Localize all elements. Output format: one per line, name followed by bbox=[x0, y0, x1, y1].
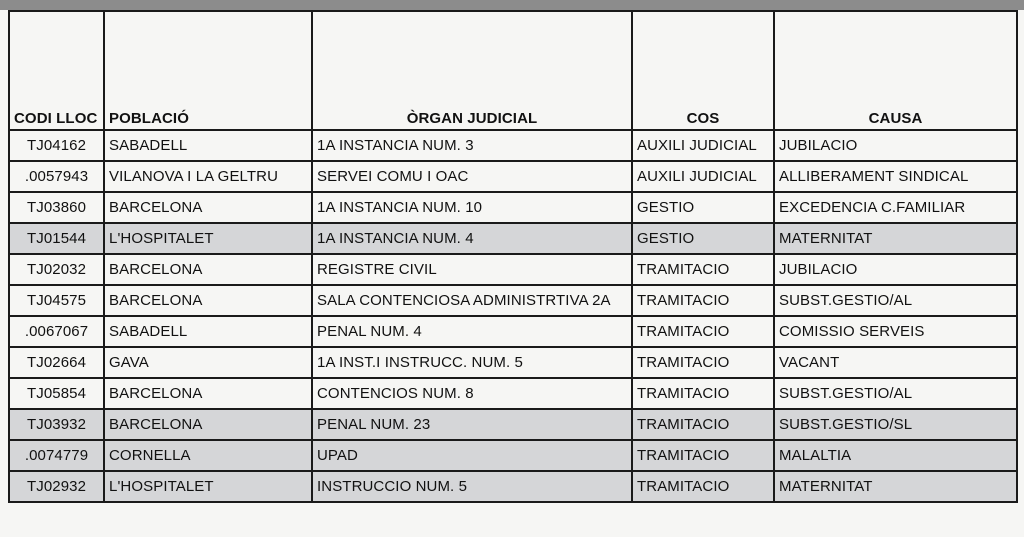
cell-organ-judicial: 1A INSTANCIA NUM. 10 bbox=[312, 192, 632, 223]
cell-causa: MALALTIA bbox=[774, 440, 1017, 471]
cell-poblacio: BARCELONA bbox=[104, 254, 312, 285]
cell-codi-lloc: .0057943 bbox=[9, 161, 104, 192]
table-row bbox=[9, 471, 1017, 502]
cell-causa: JUBILACIO bbox=[774, 254, 1017, 285]
cell-causa: VACANT bbox=[774, 347, 1017, 378]
table-header bbox=[9, 11, 1017, 130]
cell-poblacio: BARCELONA bbox=[104, 409, 312, 440]
table-row bbox=[9, 254, 1017, 285]
cell-codi-lloc: .0067067 bbox=[9, 316, 104, 347]
table-row bbox=[9, 347, 1017, 378]
cell-cos: TRAMITACIO bbox=[632, 440, 774, 471]
table-row bbox=[9, 440, 1017, 471]
cell-codi-lloc: TJ03932 bbox=[9, 409, 104, 440]
cell-cos: GESTIO bbox=[632, 192, 774, 223]
cell-cos: TRAMITACIO bbox=[632, 254, 774, 285]
cell-organ-judicial: REGISTRE CIVIL bbox=[312, 254, 632, 285]
cell-causa: EXCEDENCIA C.FAMILIAR bbox=[774, 192, 1017, 223]
cell-organ-judicial: 1A INSTANCIA NUM. 3 bbox=[312, 130, 632, 161]
table-row bbox=[9, 378, 1017, 409]
cell-organ-judicial: CONTENCIOS NUM. 8 bbox=[312, 378, 632, 409]
cell-cos: TRAMITACIO bbox=[632, 285, 774, 316]
cell-codi-lloc: TJ04575 bbox=[9, 285, 104, 316]
table-row bbox=[9, 192, 1017, 223]
table-row bbox=[9, 316, 1017, 347]
cell-poblacio: BARCELONA bbox=[104, 285, 312, 316]
document-sheet bbox=[0, 10, 1024, 537]
table-row bbox=[9, 161, 1017, 192]
cell-codi-lloc: TJ02664 bbox=[9, 347, 104, 378]
header-organ-judicial: ÒRGAN JUDICIAL bbox=[312, 11, 632, 130]
cell-poblacio: SABADELL bbox=[104, 130, 312, 161]
cell-poblacio: SABADELL bbox=[104, 316, 312, 347]
cell-poblacio: BARCELONA bbox=[104, 192, 312, 223]
cell-causa: SUBST.GESTIO/SL bbox=[774, 409, 1017, 440]
header-poblacio: POBLACIÓ bbox=[104, 11, 312, 130]
cell-causa: JUBILACIO bbox=[774, 130, 1017, 161]
cell-codi-lloc: TJ04162 bbox=[9, 130, 104, 161]
cell-cos: TRAMITACIO bbox=[632, 378, 774, 409]
cell-organ-judicial: PENAL NUM. 4 bbox=[312, 316, 632, 347]
header-row bbox=[9, 11, 1017, 130]
cell-codi-lloc: .0074779 bbox=[9, 440, 104, 471]
table-row bbox=[9, 285, 1017, 316]
cell-poblacio: CORNELLA bbox=[104, 440, 312, 471]
table-row bbox=[9, 409, 1017, 440]
cell-codi-lloc: TJ03860 bbox=[9, 192, 104, 223]
header-causa: CAUSA bbox=[774, 11, 1017, 130]
cell-cos: TRAMITACIO bbox=[632, 316, 774, 347]
cell-organ-judicial: PENAL NUM. 23 bbox=[312, 409, 632, 440]
table-body bbox=[9, 130, 1017, 502]
cell-organ-judicial: UPAD bbox=[312, 440, 632, 471]
cell-poblacio: L'HOSPITALET bbox=[104, 471, 312, 502]
header-codi-lloc: CODI LLOC bbox=[9, 11, 104, 130]
cell-codi-lloc: TJ02932 bbox=[9, 471, 104, 502]
cell-organ-judicial: INSTRUCCIO NUM. 5 bbox=[312, 471, 632, 502]
cell-poblacio: L'HOSPITALET bbox=[104, 223, 312, 254]
cell-poblacio: BARCELONA bbox=[104, 378, 312, 409]
header-cos: COS bbox=[632, 11, 774, 130]
cell-causa: MATERNITAT bbox=[774, 223, 1017, 254]
cell-cos: TRAMITACIO bbox=[632, 347, 774, 378]
cell-causa: MATERNITAT bbox=[774, 471, 1017, 502]
cell-cos: TRAMITACIO bbox=[632, 471, 774, 502]
cell-poblacio: GAVA bbox=[104, 347, 312, 378]
cell-cos: AUXILI JUDICIAL bbox=[632, 130, 774, 161]
cell-organ-judicial: SERVEI COMU I OAC bbox=[312, 161, 632, 192]
cell-causa: COMISSIO SERVEIS bbox=[774, 316, 1017, 347]
cell-causa: SUBST.GESTIO/AL bbox=[774, 378, 1017, 409]
table-row bbox=[9, 130, 1017, 161]
top-edge-strip bbox=[0, 0, 1024, 10]
cell-causa: ALLIBERAMENT SINDICAL bbox=[774, 161, 1017, 192]
cell-cos: GESTIO bbox=[632, 223, 774, 254]
cell-organ-judicial: SALA CONTENCIOSA ADMINISTRTIVA 2A bbox=[312, 285, 632, 316]
table-row bbox=[9, 223, 1017, 254]
vacancies-table bbox=[8, 10, 1018, 503]
cell-codi-lloc: TJ01544 bbox=[9, 223, 104, 254]
cell-codi-lloc: TJ05854 bbox=[9, 378, 104, 409]
cell-poblacio: VILANOVA I LA GELTRU bbox=[104, 161, 312, 192]
cell-codi-lloc: TJ02032 bbox=[9, 254, 104, 285]
cell-organ-judicial: 1A INSTANCIA NUM. 4 bbox=[312, 223, 632, 254]
cell-causa: SUBST.GESTIO/AL bbox=[774, 285, 1017, 316]
cell-cos: TRAMITACIO bbox=[632, 409, 774, 440]
cell-cos: AUXILI JUDICIAL bbox=[632, 161, 774, 192]
cell-organ-judicial: 1A INST.I INSTRUCC. NUM. 5 bbox=[312, 347, 632, 378]
